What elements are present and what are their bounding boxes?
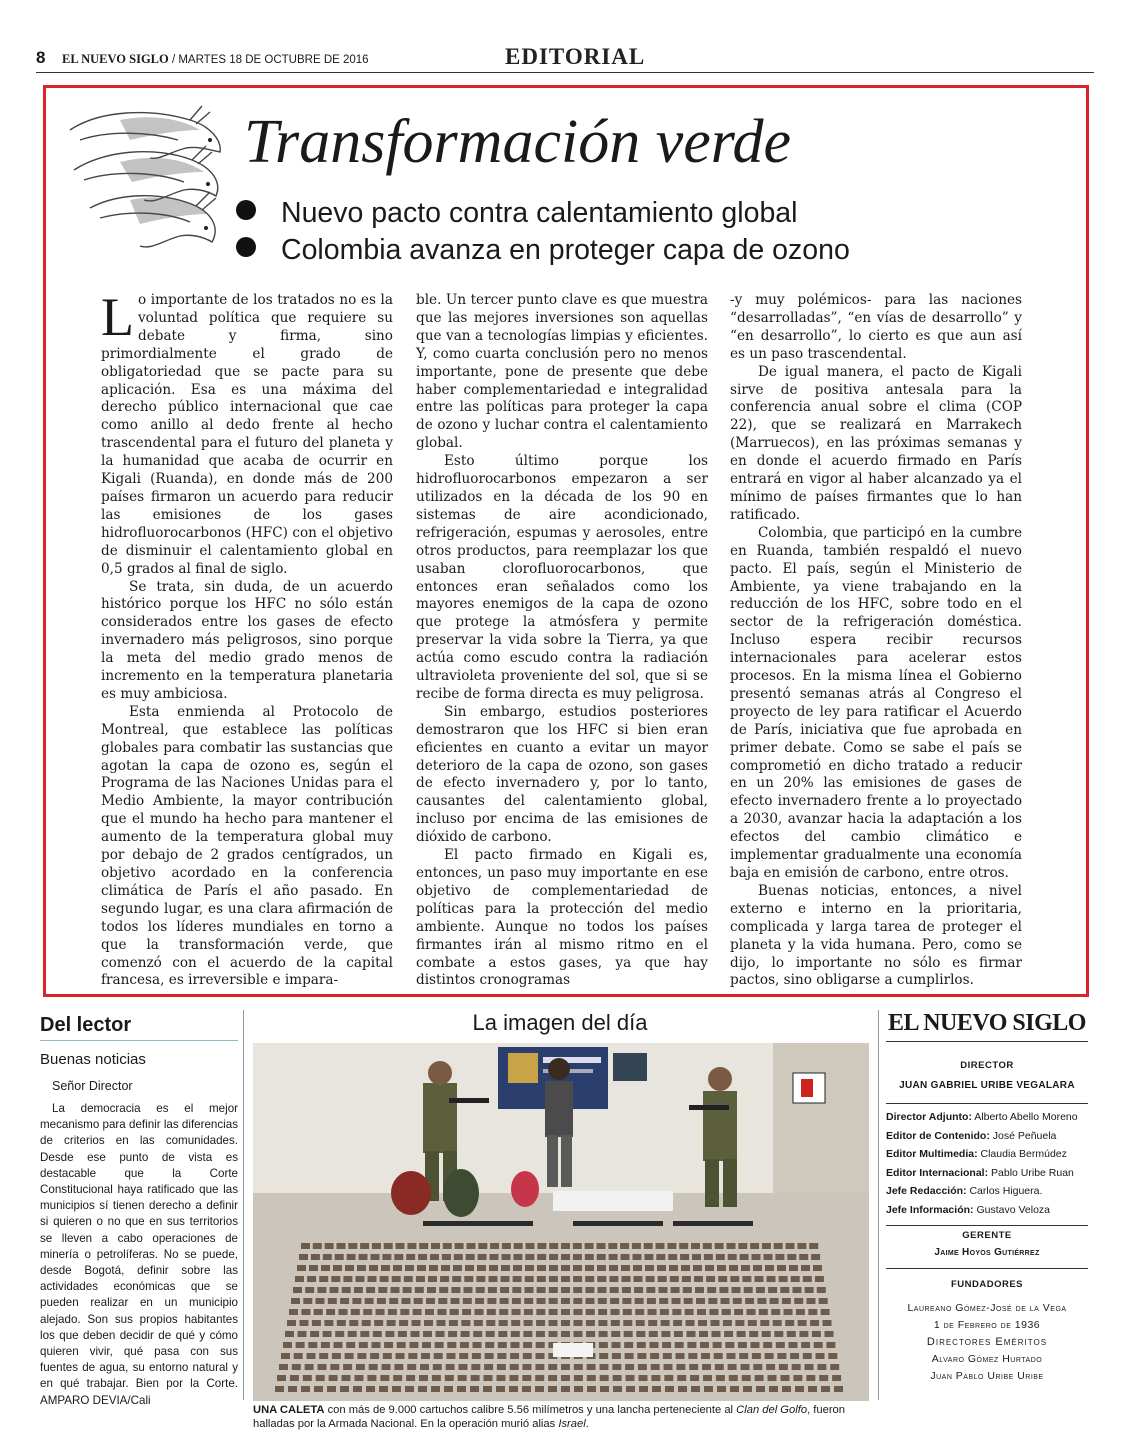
section-title: EDITORIAL [505,44,646,69]
director-name: JUAN GABRIEL URIBE VEGALARA [899,1080,1075,1091]
paragraph: De igual manera, el pacto de Kigali sirve de positiva antesala para la conferencia anual sobre el clima (COP 22), que se realizará en Marrakech (Marruecos), en las próximas semanas y en donde el acuerdo firmado en París entrará en vigor al haber alcanzado ya el mínimo de países firmantes que lo han ratificado. [730,363,1022,523]
column-divider [878,1010,879,1400]
editorial-column-3 [730,292,1022,989]
emeritos-label: Directores Eméritos [926,1336,1048,1348]
letter-body: La democracia es el mejor mecanismo para definir las diferencias de criterios en las comunidades. Desde ese punto de vista es destacable que la Corte Constitucional haya ratificado que las municipios sí tienen derecho a definir si quieren o no que en sus territorios se lleven a cabo operaciones de minería o petrolíferas. No se puede, desde Bogotá, definir sobre las actividades económicas que se pueden realizar en un municipio alejado. Son sus propios habitantes los que deben decidir de qué y cómo quieren vivir, qué pasa con sus fuentes de agua, su entorno natural y en qué trabajar. Bien por la Corte. AMPARO DEVIA/Cali [40,1102,238,1407]
paragraph: -y muy polémicos- para las naciones “desarrolladas”, “en vías de desarrollo” y “en desarrollo”, lo cierto es que aun así es un paso trascendental. [730,292,1022,362]
staff-role-row [886,1182,1088,1201]
paragraph: Se trata, sin duda, de un acuerdo histórico porque los HFC no sólo están considerados entre los gases de efecto invernadero más peligrosos, sino porque la meta del medio grado menos de incremento en la temperatura planetaria es muy ambiciosa. [101,578,393,702]
paper-logo: EL NUEVO SIGLO [886,1010,1088,1042]
letter-salutation: Señor Director [52,1079,133,1093]
letters-section [40,1014,238,1407]
founding-date: 1 de Febrero de 1936 [933,1319,1041,1331]
director-label: DIRECTOR [960,1060,1014,1071]
drop-cap: L [101,287,134,347]
masthead-line [62,52,369,67]
fundadores-label: FUNDADORES [950,1279,1024,1290]
staff-roles [886,1108,1088,1219]
paragraph: Sin embargo, estudios posteriores demostraron que los HFC si bien eran eficientes en cuanto a evitar un mayor deterioro de la capa de ozono, son gases de efecto invernadero y, por lo tanto, causantes del calentamiento global, incluso por encima de las emisiones de dióxido de carbono. [416,703,708,846]
bullet-dot-icon [236,200,256,220]
paper-name: EL NUEVO SIGLO [62,52,169,66]
staff-role-row [886,1127,1088,1146]
staff-box [886,1010,1088,1382]
staff-role-row [886,1201,1088,1220]
staff-role-row [886,1164,1088,1183]
paragraph: ble. Un tercer punto clave es que muestra que las mejores inversiones son aquellas que van a tecnologías limpias y eficientes. Y, como cuarta conclusión pero no menos importante, pone de presente que debe haber complementariedad e integralidad entre las políticas para proteger la capa de ozono y luchar contra el calentamiento global. [416,292,708,452]
staff-name: Claudia Bermúdez [980,1148,1067,1160]
issue-date: / MARTES 18 DE OCTUBRE DE 2016 [171,54,369,66]
staff-name: Alberto Abello Moreno [974,1111,1078,1123]
staff-name: Carlos Higuera. [969,1185,1043,1197]
emerito-1: Alvaro Gómez Hurtado [931,1353,1043,1365]
caption-lead: UNA CALETA [253,1404,325,1416]
subheadline-1: Nuevo pacto contra calentamiento global [236,196,798,230]
staff-name: Gustavo Veloza [976,1203,1050,1216]
seized-ammunition-photo [253,1043,869,1401]
staff-role: Jefe Redacción: [886,1185,967,1197]
staff-role: Editor de Contenido: [886,1129,990,1142]
staff-name: José Peñuela [992,1129,1057,1142]
editorial-headline: Transformación verde [244,108,792,176]
staff-role-row [886,1108,1088,1127]
paragraph: Buenas noticias, entonces, a nivel externo e interno en la prioritaria, complicada y larga tarea de proteger el planeta y la vida humana. Pero, como se dijo, lo importante no sólo es firmar pactos, sino obligarse a cumplirlos. [730,882,1022,989]
staff-name: Pablo Uribe Ruan [991,1166,1074,1179]
letters-title: Del lector [40,1014,238,1041]
editorial-column-2 [416,292,708,989]
gerente-name: Jaime Hoyos Gutiérrez [934,1247,1040,1258]
staff-role: Jefe Información: [886,1203,974,1216]
emerito-2: Juan Pablo Uribe Uribe [930,1370,1044,1382]
staff-role: Editor Multimedia: [886,1148,978,1160]
photo-caption: UNA CALETA con más de 9.000 cartuchos calibre 5.56 milímetros y una lancha perteneciente al Clan del Golfo, fueron halladas por la Armada Nacional. En la operación murió alias Israel. [253,1404,846,1430]
page-header [36,46,1094,73]
editorial-box [43,85,1089,997]
horses-illustration-icon [60,100,230,260]
fundadores-names: Laureano Gómez-José de la Vega [907,1302,1067,1314]
letter-subtitle: Buenas noticias [40,1051,146,1068]
paragraph: El pacto firmado en Kigali es, entonces, un paso muy importante en ese objetivo de complementariedad de políticas para la protección del medio ambiente. Aunque no todos los países firmantes irán al mismo ritmo en el combate a estos gases, ya que hay distintos cronogramas [416,847,708,989]
paragraph: Colombia, que participó en la cumbre en Ruanda, también respaldó el nuevo pacto. El país, según el Ministerio de Ambiente, ya viene trabajando en la reducción de los HFC, sobre todo en el sector de la refrigeración doméstica. Incluso espera recibir recursos internacionales para acelerar estos procesos. En la misma línea el Gobierno presentó semanas atrás al Congreso el proyecto de ley para ratificar el Acuerdo de París, iniciativa que fue aprobada en primer debate. Como se sabe el país se comprometió en dicho tratado a reducir en un 20% las emisiones de gases de efecto invernadero frente a lo proyectado a 2030, avanzar hacia la adaptación a los efectos del cambio climático e implementar gradualmente una economía baja en emisión de carbono, entre otros. [730,524,1022,881]
paragraph: Esto último porque los hidrofluorocarbonos empezaron a ser utilizados en la década de los 90 en sistemas de aire acondicionado, refrigeración, espumas y aerosoles, entre otros productos, para reemplazar los que usaban clorofluorocarbonos, que entonces eran señalados como los mayores enemigos de la capa de ozono que protege la atmósfera y permite preservar la vida sobre la Tierra, ya que actúa como escudo contra la radiación ultravioleta proveniente del sol, que si se recibe de forma directa es muy peligrosa. [416,453,708,702]
editorial-column-1 [101,287,393,989]
staff-role: Director Adjunto: [886,1111,972,1123]
subheadline-2: Colombia avanza en proteger capa de ozono [236,233,850,267]
page-number: 8 [36,48,46,67]
gerente-label: GERENTE [962,1230,1012,1241]
staff-role-row [886,1145,1088,1164]
bullet-dot-icon [236,237,256,257]
image-of-day-title: La imagen del día [472,1010,648,1035]
letter-signature: AMPARO DEVIA/Cali [40,1393,151,1407]
staff-role: Editor Internacional: [886,1166,989,1179]
column-divider [243,1010,244,1400]
paragraph: Esta enmienda al Protocolo de Montreal, que establece las políticas globales para combatir las sustancias que agotan la capa de ozono es, según el Programa de las Naciones Unidas para el Medio Ambiente, la mayor contribución que el mundo ha hecho para mantener el aumento de la temperatura global muy por debajo de 2 grados centígrados, un objetivo acordado en la conferencia climática de París el año pasado. En segundo lugar, es una clara afirmación de todos los líderes mundiales en torno a que la transformación verde, que comenzó con el acuerdo de la capital francesa, es irreversible e impara- [101,703,393,989]
paragraph: Lo importante de los tratados no es la voluntad política que requiere su debate y firma, sino primordialmente el grado de obligatoriedad que se pacte para su aplicación. Esa es una máxima del derecho público internacional que cae como anillo al dedo frente al hecho trascendental para el futuro del planeta y la humanidad que acaba de ocurrir en Kigali (Ruanda), en donde más de 200 países firmaron un acuerdo para reducir las emisiones de los gases hidrofluorocarbonos (HFC) con el objetivo de disminuir el calentamiento global en 0,5 grados al final de siglo. [101,287,393,577]
